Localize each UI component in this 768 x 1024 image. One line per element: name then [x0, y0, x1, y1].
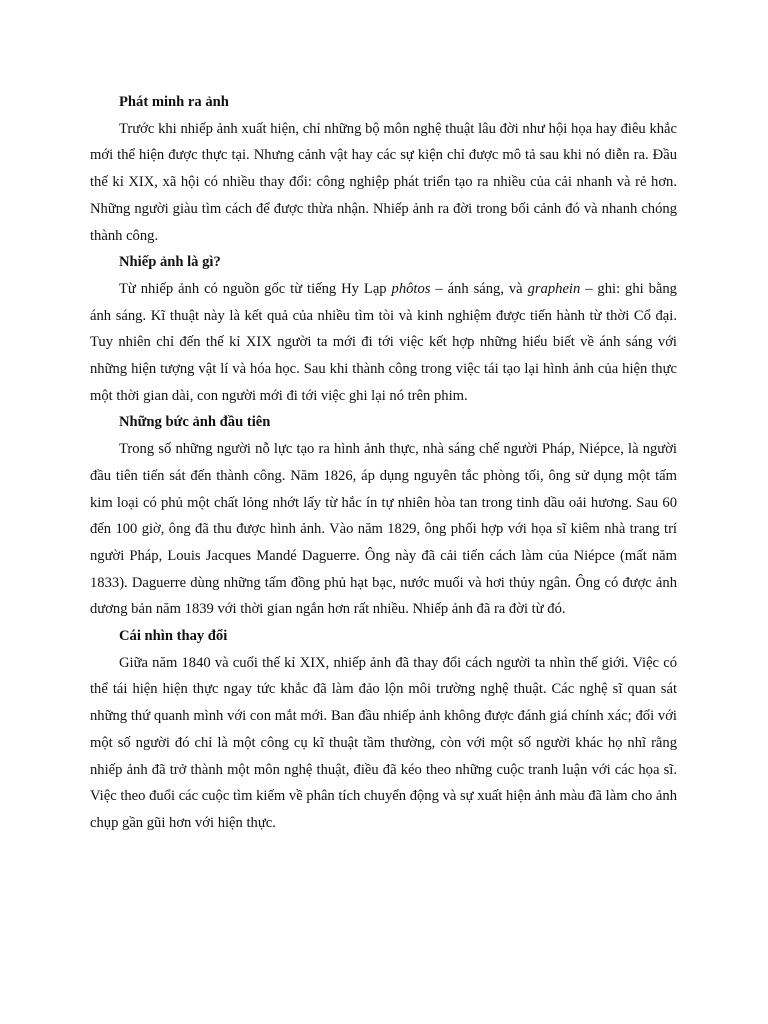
- section-paragraph-what-is-photography: [90, 276, 677, 410]
- section-heading-first-photos: Những bức ảnh đầu tiên: [119, 414, 271, 431]
- section-paragraph-first-photos: Trong số những người nỗ lực tạo ra hình ảnh thực, nhà sáng chế người Pháp, Niépce, là người đầu tiên tiến sát đến thành công. Năm 1826, áp dụng nguyên tắc phòng tối, ông sử dụng một tấm kim loại có phủ một chất lỏng nhớt lấy từ hắc ín tự nhiên hòa tan trong tinh dầu oải hương. Sau 60 đến 100 giờ, ông đã thu được hình ảnh. Vào năm 1829, ông phối hợp với họa sĩ kiêm nhà trang trí người Pháp, Louis Jacques Mandé Daguerre. Ông này đã cải tiến cách làm của Niépce (mất năm 1833). Daguerre dùng những tấm đồng phủ hạt bạc, nước muối và hơi thủy ngân. Ông có được ảnh dương bản năm 1839 với thời gian ngắn hơn rất nhiều. Nhiếp ảnh đã ra đời từ đó.: [90, 441, 677, 618]
- section-paragraph-invention: Trước khi nhiếp ảnh xuất hiện, chỉ những bộ môn nghệ thuật lâu đời như hội họa hay điêu khắc mới thể hiện được thực tại. Nhưng cảnh vật hay các sự kiện chỉ được mô tả sau khi nó diễn ra. Đầu thế kỉ XIX, xã hội có nhiều thay đổi: công nghiệp phát triển tạo ra nhiều của cải nhanh và rẻ hơn. Những người giàu tìm cách để được thừa nhận. Nhiếp ảnh ra đời trong bối cảnh đó và nhanh chóng thành công.: [90, 120, 677, 244]
- paragraph-text-part: – ghi: ghi bằng ánh sáng. Kĩ thuật này là kết quả của nhiều tìm tòi và kinh nghiệm được tiến hành từ thời Cổ đại. Tuy nhiên chỉ đến thế kỉ XIX người ta mới đi tới việc kết hợp những hiểu biết về ánh sáng với những hiện tượng vật lí và hóa học. Sau khi thành công trong việc tái tạo lại hình ảnh của hiện thực một thời gian dài, con người mới đi tới việc ghi lại nó trên phim.: [90, 280, 677, 404]
- section-heading-changing-view: Cái nhìn thay đổi: [119, 628, 228, 645]
- section-heading-invention: Phát minh ra ảnh: [119, 94, 229, 110]
- italic-term-graphein: graphein: [527, 280, 581, 297]
- section-paragraph-changing-view: Giữa năm 1840 và cuối thế kỉ XIX, nhiếp ảnh đã thay đổi cách người ta nhìn thế giới. Việc có thể tái hiện hiện thực ngay tức khắc đã làm đảo lộn môi trường nghệ thuật. Các nghệ sĩ quan sát những thứ quanh mình với con mắt mới. Ban đầu nhiếp ảnh không được đánh giá chính xác; đối với một số người đó chỉ là một công cụ kĩ thuật tầm thường, còn với một số người khác họ nhĩ rằng nhiếp ảnh đã trở thành một môn nghệ thuật, điều đã kéo theo những cuộc tranh luận với các họa sĩ. Việc theo đuổi các cuộc tìm kiếm về phân tích chuyển động và sự xuất hiện ảnh màu đã làm cho ảnh chụp gần gũi hơn với hiện thực.: [90, 654, 677, 831]
- paragraph-text-part: Từ nhiếp ảnh có nguồn gốc từ tiếng Hy Lạp: [119, 280, 392, 297]
- paragraph-text-part: – ánh sáng, và: [430, 280, 528, 297]
- document-page: [90, 89, 677, 837]
- section-heading-what-is-photography: Nhiếp ảnh là gì?: [119, 254, 221, 271]
- italic-term-photos: phôtos: [391, 280, 431, 297]
